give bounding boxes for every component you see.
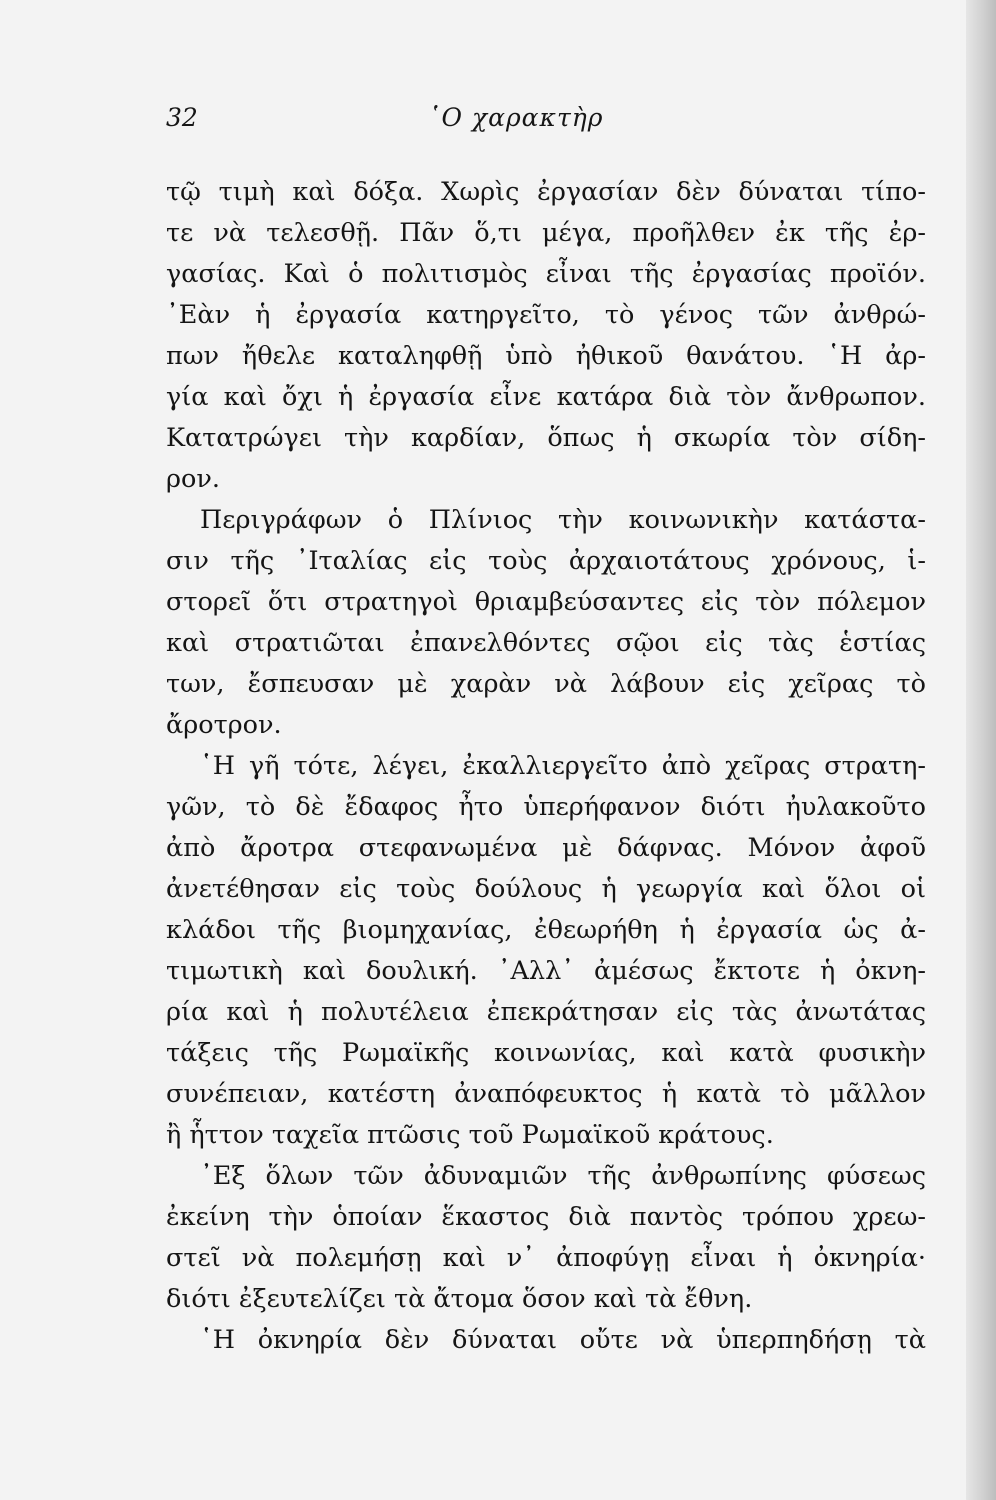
text-line: διότι ἐξευτελίζει τὰ ἄτομα ὅσον καὶ τὰ ἔθνη.	[166, 1284, 753, 1314]
paragraph-start-line: ῾Η ὀκνηρία δὲν δύναται οὔτε νὰ ὑπερπηδήσῃ τὰ	[200, 1325, 926, 1355]
text-line: σιν τῆς ᾿Ιταλίας εἰς τοὺς ἀρχαιοτάτους χρόνους, ἱ-	[166, 546, 926, 576]
text-line: τε νὰ τελεσθῇ. Πᾶν ὅ,τι μέγα, προῆλθεν ἐκ τῆς ἐρ-	[166, 218, 926, 248]
text-line: ἐκείνη τὴν ὁποίαν ἕκαστος διὰ παντὸς τρόπου χρεω-	[166, 1202, 926, 1232]
text-line: γῶν, τὸ δὲ ἔδαφος ἦτο ὑπερήφανον διότι ἠυλακοῦτο	[166, 792, 926, 822]
text-line: κλάδοι τῆς βιομηχανίας, ἐθεωρήθη ἡ ἐργασία ὡς ἀ-	[166, 915, 926, 945]
running-head	[166, 103, 926, 143]
text-line: πων ἤθελε καταληφθῇ ὑπὸ ἠθικοῦ θανάτου. ῾Η ἀρ-	[166, 341, 926, 371]
paragraph-start-line: ῾Η γῆ τότε, λέγει, ἐκαλλιεργεῖτο ἀπὸ χεῖρας στρατη-	[200, 751, 926, 781]
text-line: στορεῖ ὅτι στρατηγοὶ θριαμβεύσαντες εἰς τὸν πόλεμον	[166, 587, 926, 617]
text-line: των, ἔσπευσαν μὲ χαρὰν νὰ λάβουν εἰς χεῖρας τὸ	[166, 669, 926, 699]
running-title: ῾Ο χαρακτὴρ	[428, 103, 604, 132]
text-line: τῷ τιμὴ καὶ δόξα. Χωρὶς ἐργασίαν δὲν δύναται τίπο-	[166, 177, 926, 207]
text-line: γασίας. Καὶ ὁ πολιτισμὸς εἶναι τῆς ἐργασίας προϊόν.	[166, 259, 926, 289]
page-number: 32	[166, 103, 198, 132]
text-line: τάξεις τῆς Ρωμαϊκῆς κοινωνίας, καὶ κατὰ φυσικὴν	[166, 1038, 926, 1068]
paragraph-start-line: ᾿Εξ ὅλων τῶν ἀδυναμιῶν τῆς ἀνθρωπίνης φύσεως	[200, 1161, 926, 1191]
text-line: στεῖ νὰ πολεμήσῃ καὶ ν᾿ ἀποφύγῃ εἶναι ἡ ὀκνηρία·	[166, 1243, 926, 1273]
text-line: ἀπὸ ἄροτρα στεφανωμένα μὲ δάφνας. Μόνον ἀφοῦ	[166, 833, 926, 863]
text-line: συνέπειαν, κατέστη ἀναπόφευκτος ἡ κατὰ τὸ μᾶλλον	[166, 1079, 926, 1109]
body-text	[166, 172, 926, 1361]
text-line: καὶ στρατιῶται ἐπανελθόντες σῷοι εἰς τὰς ἑστίας	[166, 628, 926, 658]
text-line: ρία καὶ ἡ πολυτέλεια ἐπεκράτησαν εἰς τὰς ἀνωτάτας	[166, 997, 926, 1027]
text-line: ᾿Εὰν ἡ ἐργασία κατηργεῖτο, τὸ γένος τῶν ἀνθρώ-	[166, 300, 926, 330]
paragraph-start-line: Περιγράφων ὁ Πλίνιος τὴν κοινωνικὴν κατάστα-	[200, 505, 926, 535]
text-line: ἄροτρον.	[166, 710, 282, 740]
text-line: Κατατρώγει τὴν καρδίαν, ὅπως ἡ σκωρία τὸν σίδη-	[166, 423, 926, 453]
page-edge-shadow	[966, 0, 996, 1500]
text-line: ἢ ἧττον ταχεῖα πτῶσις τοῦ Ρωμαϊκοῦ κράτους.	[166, 1120, 774, 1150]
text-line: ρον.	[166, 464, 220, 494]
text-line: τιμωτικὴ καὶ δουλική. ᾿Αλλ᾿ ἀμέσως ἔκτοτε ἡ ὀκνη-	[166, 956, 926, 986]
text-line: γία καὶ ὄχι ἡ ἐργασία εἶνε κατάρα διὰ τὸν ἄνθρωπον.	[166, 382, 926, 412]
text-line: ἀνετέθησαν εἰς τοὺς δούλους ἡ γεωργία καὶ ὅλοι οἱ	[166, 874, 926, 904]
